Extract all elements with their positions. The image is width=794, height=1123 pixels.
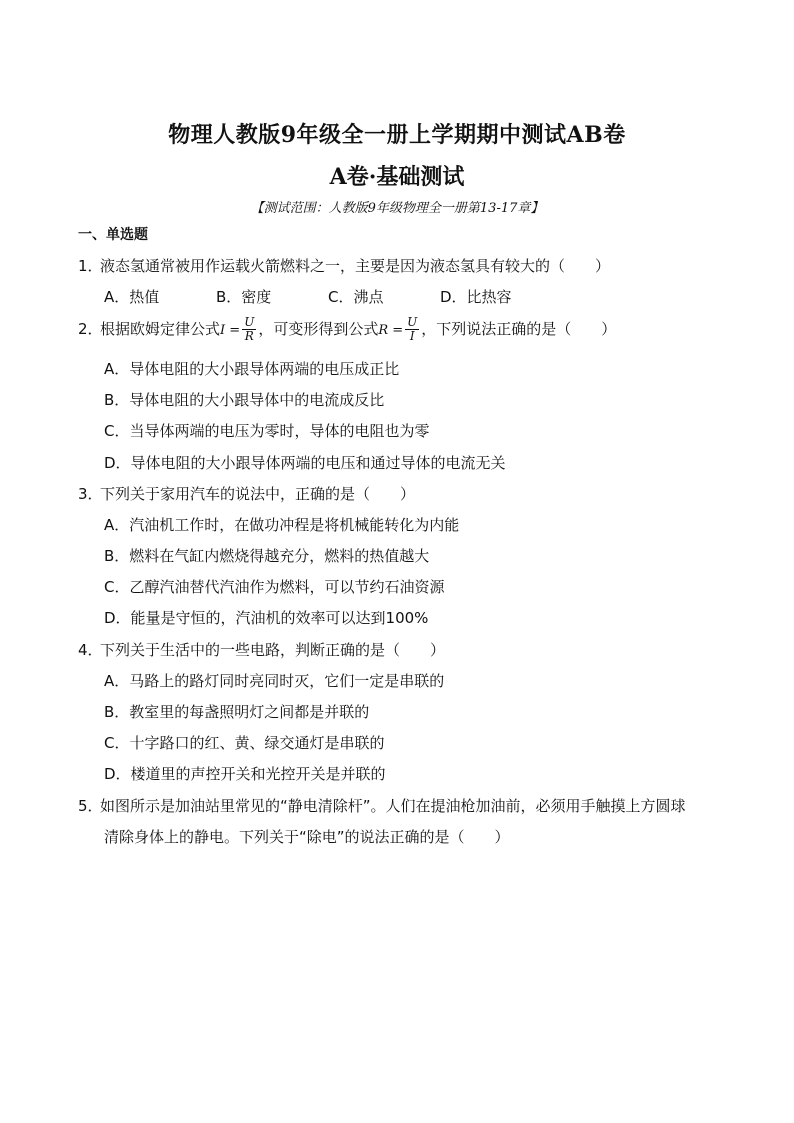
question-stem-part: ，可变形得到公式 (258, 320, 379, 338)
option-c: C．乙醇汽油替代汽油作为燃料，可以节约石油资源 (104, 578, 445, 596)
question-1-options (104, 286, 552, 307)
question-stem: 液态氢通常被用作运载火箭燃料之一，主要是因为液态氢具有较大的（ ） (100, 257, 611, 275)
question-number: 2． (78, 320, 103, 338)
formula-lhs: I = (220, 323, 241, 338)
option-d: D．能量是守恒的，汽油机的效率可以达到100% (104, 609, 429, 627)
fraction-denominator: I (409, 329, 415, 343)
fraction-denominator: R (244, 329, 254, 343)
option-c: C．沸点 (328, 288, 384, 306)
option-a: A．热值 (104, 288, 160, 306)
question-5-continued: 清除身体上的静电。下列关于“除电”的说法正确的是（ ） (104, 828, 510, 846)
option-d: D．比热容 (440, 288, 512, 306)
option-b: B．燃料在气缸内燃烧得越充分，燃料的热值越大 (104, 547, 430, 565)
test-scope: 【测试范围：人教版9年级物理全一册第13-17章】 (250, 201, 544, 216)
question-stem: 下列关于家用汽车的说法中，正确的是（ ） (100, 485, 416, 503)
question-stem: 下列关于生活中的一些电路，判断正确的是（ ） (100, 641, 446, 659)
question-1 (78, 255, 610, 276)
question-number: 5． (78, 797, 103, 815)
option-b: B．密度 (216, 288, 272, 306)
question-stem-part: ，下列说法正确的是（ ） (421, 320, 617, 338)
question-stem-part: 根据欧姆定律公式 (100, 320, 221, 338)
exam-title: 物理人教版9年级全一册上学期期中测试AB卷 (168, 122, 626, 148)
question-3 (78, 483, 415, 504)
option-b: B．教室里的每盏照明灯之间都是并联的 (104, 703, 370, 721)
question-number: 1． (78, 257, 103, 275)
option-b: B．导体电阻的大小跟导体中的电流成反比 (104, 391, 385, 409)
fraction-numerator: U (244, 315, 255, 329)
option-d: D．楼道里的声控开关和光控开关是并联的 (104, 765, 386, 783)
exam-subtitle: A卷·基础测试 (329, 164, 465, 190)
question-number: 4． (78, 641, 103, 659)
formula-fraction (405, 316, 419, 343)
option-a: A．马路上的路灯同时亮同时灭，它们一定是串联的 (104, 672, 445, 690)
option-a: A．导体电阻的大小跟导体两端的电压成正比 (104, 360, 400, 378)
question-4 (78, 639, 445, 660)
option-d: D．导体电阻的大小跟导体两端的电压和通过导体的电流无关 (104, 454, 506, 472)
section-heading: 一、单选题 (78, 227, 148, 243)
formula-fraction (242, 316, 256, 343)
option-c: C．当导体两端的电压为零时，导体的电阻也为零 (104, 422, 430, 440)
question-number: 3． (78, 485, 103, 503)
question-5 (78, 795, 686, 816)
option-a: A．汽油机工作时，在做功冲程是将机械能转化为内能 (104, 516, 460, 534)
fraction-numerator: U (407, 315, 418, 329)
question-2 (78, 316, 616, 343)
question-stem: 如图所示是加油站里常见的“静电清除杆”。人们在提油枪加油前，必须用手触摸上方圆球 (100, 797, 686, 815)
formula-lhs: R = (378, 323, 404, 338)
option-c: C．十字路口的红、黄、绿交通灯是串联的 (104, 734, 385, 752)
